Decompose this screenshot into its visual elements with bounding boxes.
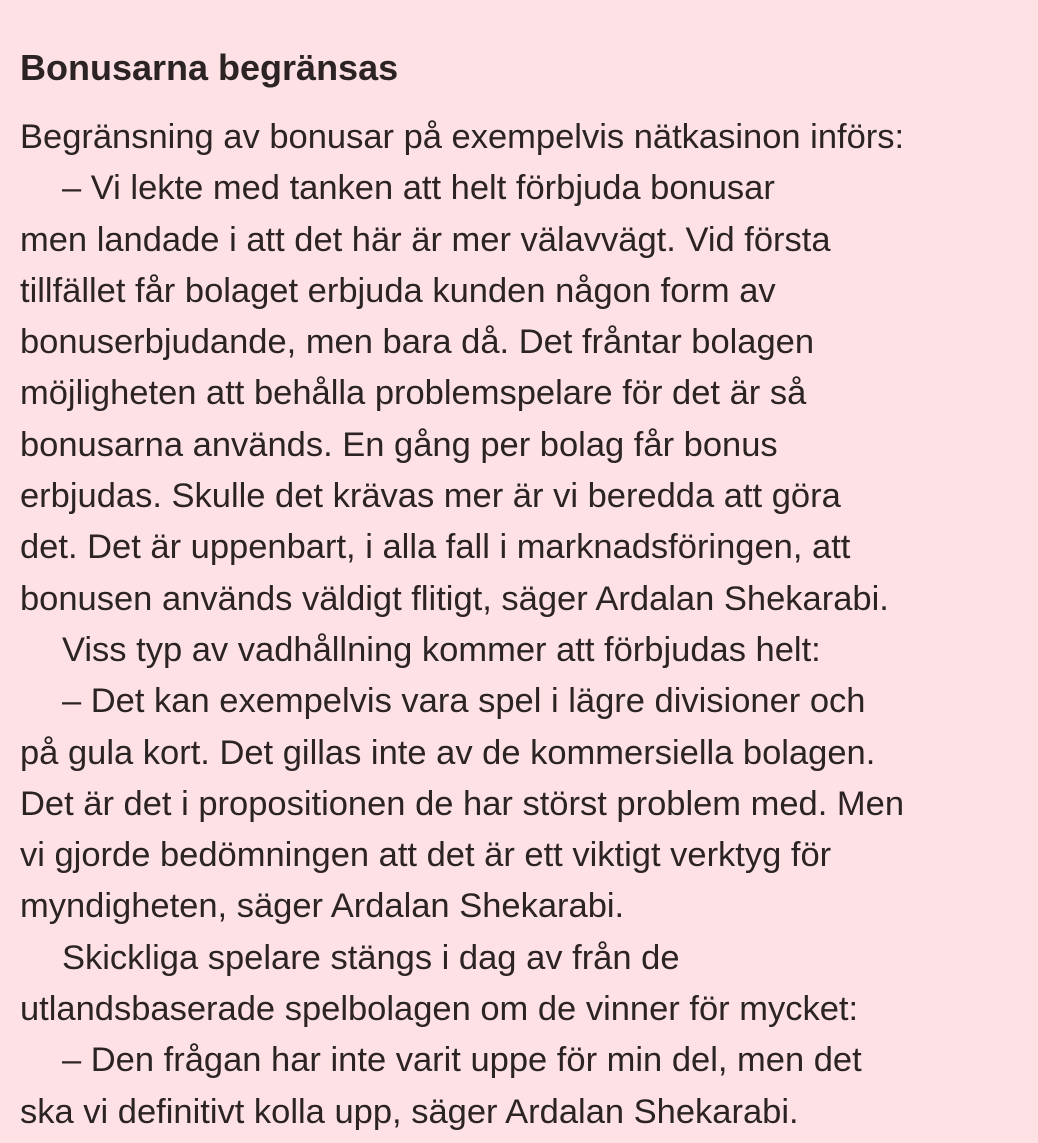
text-line: utlandsbaserade spelbolagen om de vinner för mycket: <box>20 990 859 1029</box>
text-line: Begränsning av bonusar på exempelvis nätkasinon införs: <box>20 118 905 156</box>
text-line: – Det kan exempelvis vara spel i lägre divisioner och <box>62 682 866 721</box>
text-line: det. Det är uppenbart, i alla fall i marknadsföringen, att <box>20 528 851 567</box>
text-line: myndigheten, säger Ardalan Shekarabi. <box>20 887 625 926</box>
article-heading: Bonusarna begränsas <box>20 47 399 88</box>
article-paragraph <box>20 1035 1018 1138</box>
article-paragraph <box>20 676 1018 932</box>
text-line: men landade i att det här är mer välavvägt. Vid första <box>20 220 831 259</box>
text-line: på gula kort. Det gillas inte av de kommersiella bolagen. <box>20 733 876 772</box>
text-line: – Vi lekte med tanken att helt förbjuda bonusar <box>62 169 775 208</box>
article-paragraph <box>20 112 1018 163</box>
article-paragraph <box>20 625 1018 676</box>
text-line: Det är det i propositionen de har störst problem med. Men <box>20 784 905 823</box>
article-paragraph <box>20 933 1018 1036</box>
article-paragraph <box>20 163 1018 625</box>
text-line: möjligheten att behålla problemspelare för det är så <box>20 374 807 413</box>
text-line: – Den frågan har inte varit uppe för min del, men det <box>62 1041 862 1080</box>
text-line: erbjudas. Skulle det krävas mer är vi beredda att göra <box>20 477 841 516</box>
text-line: tillfället får bolaget erbjuda kunden någon form av <box>20 271 776 310</box>
text-line: vi gjorde bedömningen att det är ett viktigt verktyg för <box>20 836 832 875</box>
text-line: bonusarna används. En gång per bolag får bonus <box>20 425 778 464</box>
text-line: Skickliga spelare stängs i dag av från de <box>62 938 680 977</box>
text-line: ska vi definitivt kolla upp, säger Ardalan Shekarabi. <box>20 1092 799 1131</box>
text-line: bonusen används väldigt flitigt, säger Ardalan Shekarabi. <box>20 579 889 618</box>
text-line: bonuserbjudande, men bara då. Det fråntar bolagen <box>20 323 815 362</box>
text-line: Viss typ av vadhållning kommer att förbjudas helt: <box>62 630 821 669</box>
